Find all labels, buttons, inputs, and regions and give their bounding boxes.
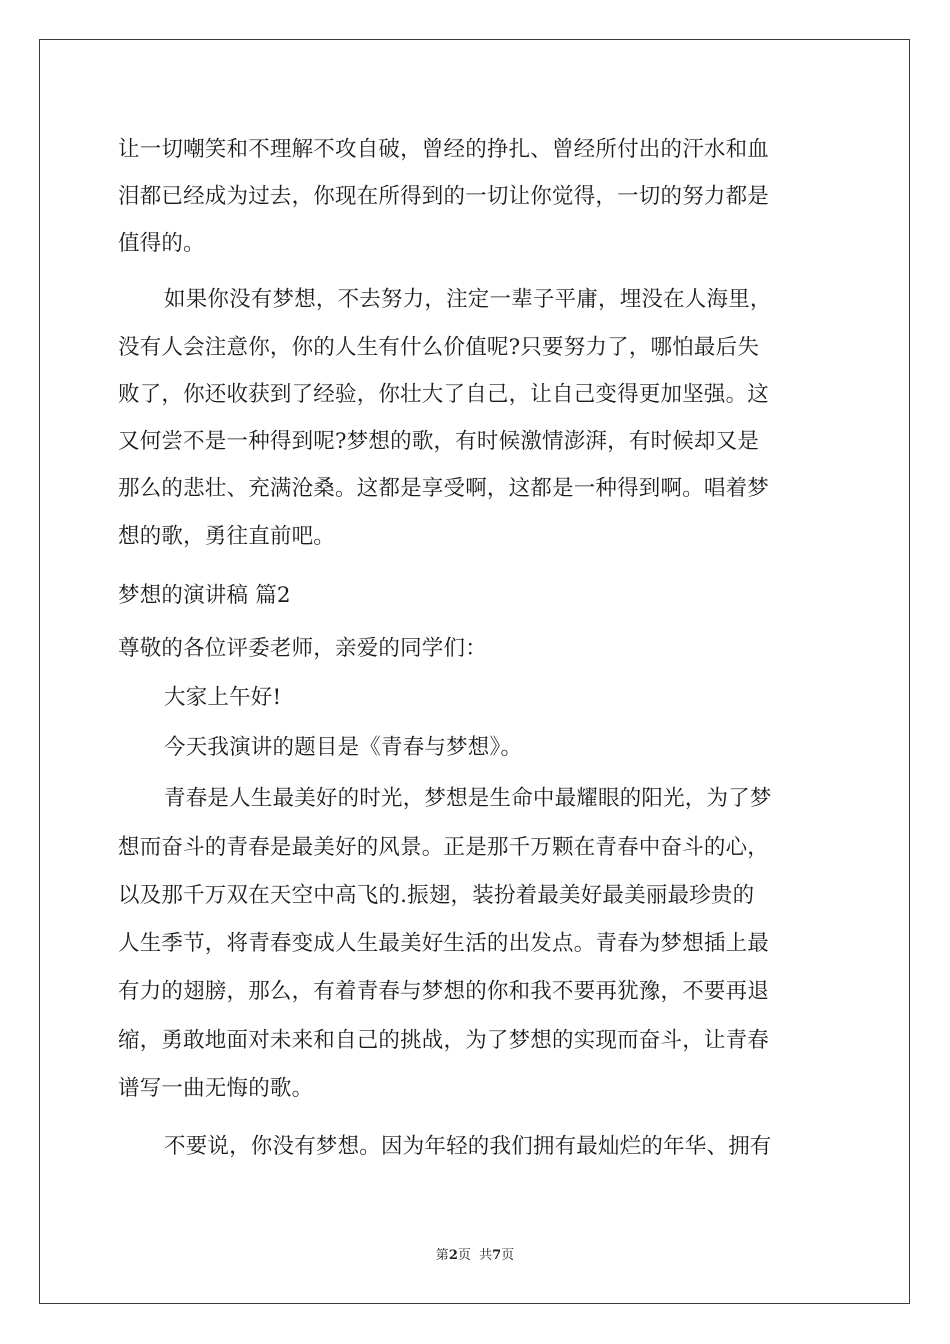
text-line: 败了，你还收获到了经验，你壮大了自己，让自己变得更加坚强。这: [118, 382, 770, 407]
text-line: 那么的悲壮、充满沧桑。这都是享受啊，这都是一种得到啊。唱着梦: [118, 476, 770, 501]
text-line: 想而奋斗的青春是最美好的风景。正是那千万颗在青春中奋斗的心，: [118, 835, 770, 860]
text-line: 人生季节，将青春变成人生最美好生活的出发点。青春为梦想插上最: [118, 931, 770, 956]
text-line: 又何尝不是一种得到呢?梦想的歌，有时候激情澎湃，有时候却又是: [118, 429, 760, 454]
text-line: 以及那千万双在天空中高飞的.振翅，装扮着最美好最美丽最珍贵的: [118, 883, 755, 908]
text-line: 没有人会注意你，你的人生有什么价值呢?只要努力了，哪怕最后失: [118, 335, 760, 360]
text-line: 值得的。: [118, 231, 205, 256]
paragraph-start: 不要说，你没有梦想。因为年轻的我们拥有最灿烂的年华、拥有: [164, 1134, 772, 1159]
footer-mid: 页 共: [457, 1248, 493, 1263]
footer-suffix: 页: [501, 1248, 515, 1263]
current-page-number: 2: [448, 1248, 458, 1263]
paragraph-start: 如果你没有梦想，不去努力，注定一辈子平庸，埋没在人海里，: [164, 287, 772, 312]
salutation: 尊敬的各位评委老师，亲爱的同学们：: [118, 636, 487, 661]
text-line: 谱写一曲无悔的歌。: [118, 1076, 314, 1101]
text-line: 缩，勇敢地面对未来和自己的挑战，为了梦想的实现而奋斗，让青春: [118, 1028, 770, 1053]
section-heading: 梦想的演讲稿 篇2: [118, 583, 291, 608]
text-line: 有力的翅膀，那么，有着青春与梦想的你和我不要再犹豫，不要再退: [118, 979, 770, 1004]
text-line: 泪都已经成为过去，你现在所得到的一切让你觉得，一切的努力都是: [118, 184, 770, 209]
page-footer: [0, 1247, 950, 1265]
total-page-count: 7: [492, 1248, 502, 1263]
paragraph-start: 青春是人生最美好的时光，梦想是生命中最耀眼的阳光，为了梦: [164, 786, 772, 811]
footer-prefix: 第: [435, 1248, 449, 1263]
greeting: 大家上午好!: [164, 685, 282, 710]
text-line: 让一切嘲笑和不理解不攻自破，曾经的挣扎、曾经所付出的汗水和血: [118, 137, 770, 162]
text-line: 想的歌，勇往直前吧。: [118, 524, 336, 549]
paragraph-start: 今天我演讲的题目是《青春与梦想》。: [164, 735, 523, 760]
